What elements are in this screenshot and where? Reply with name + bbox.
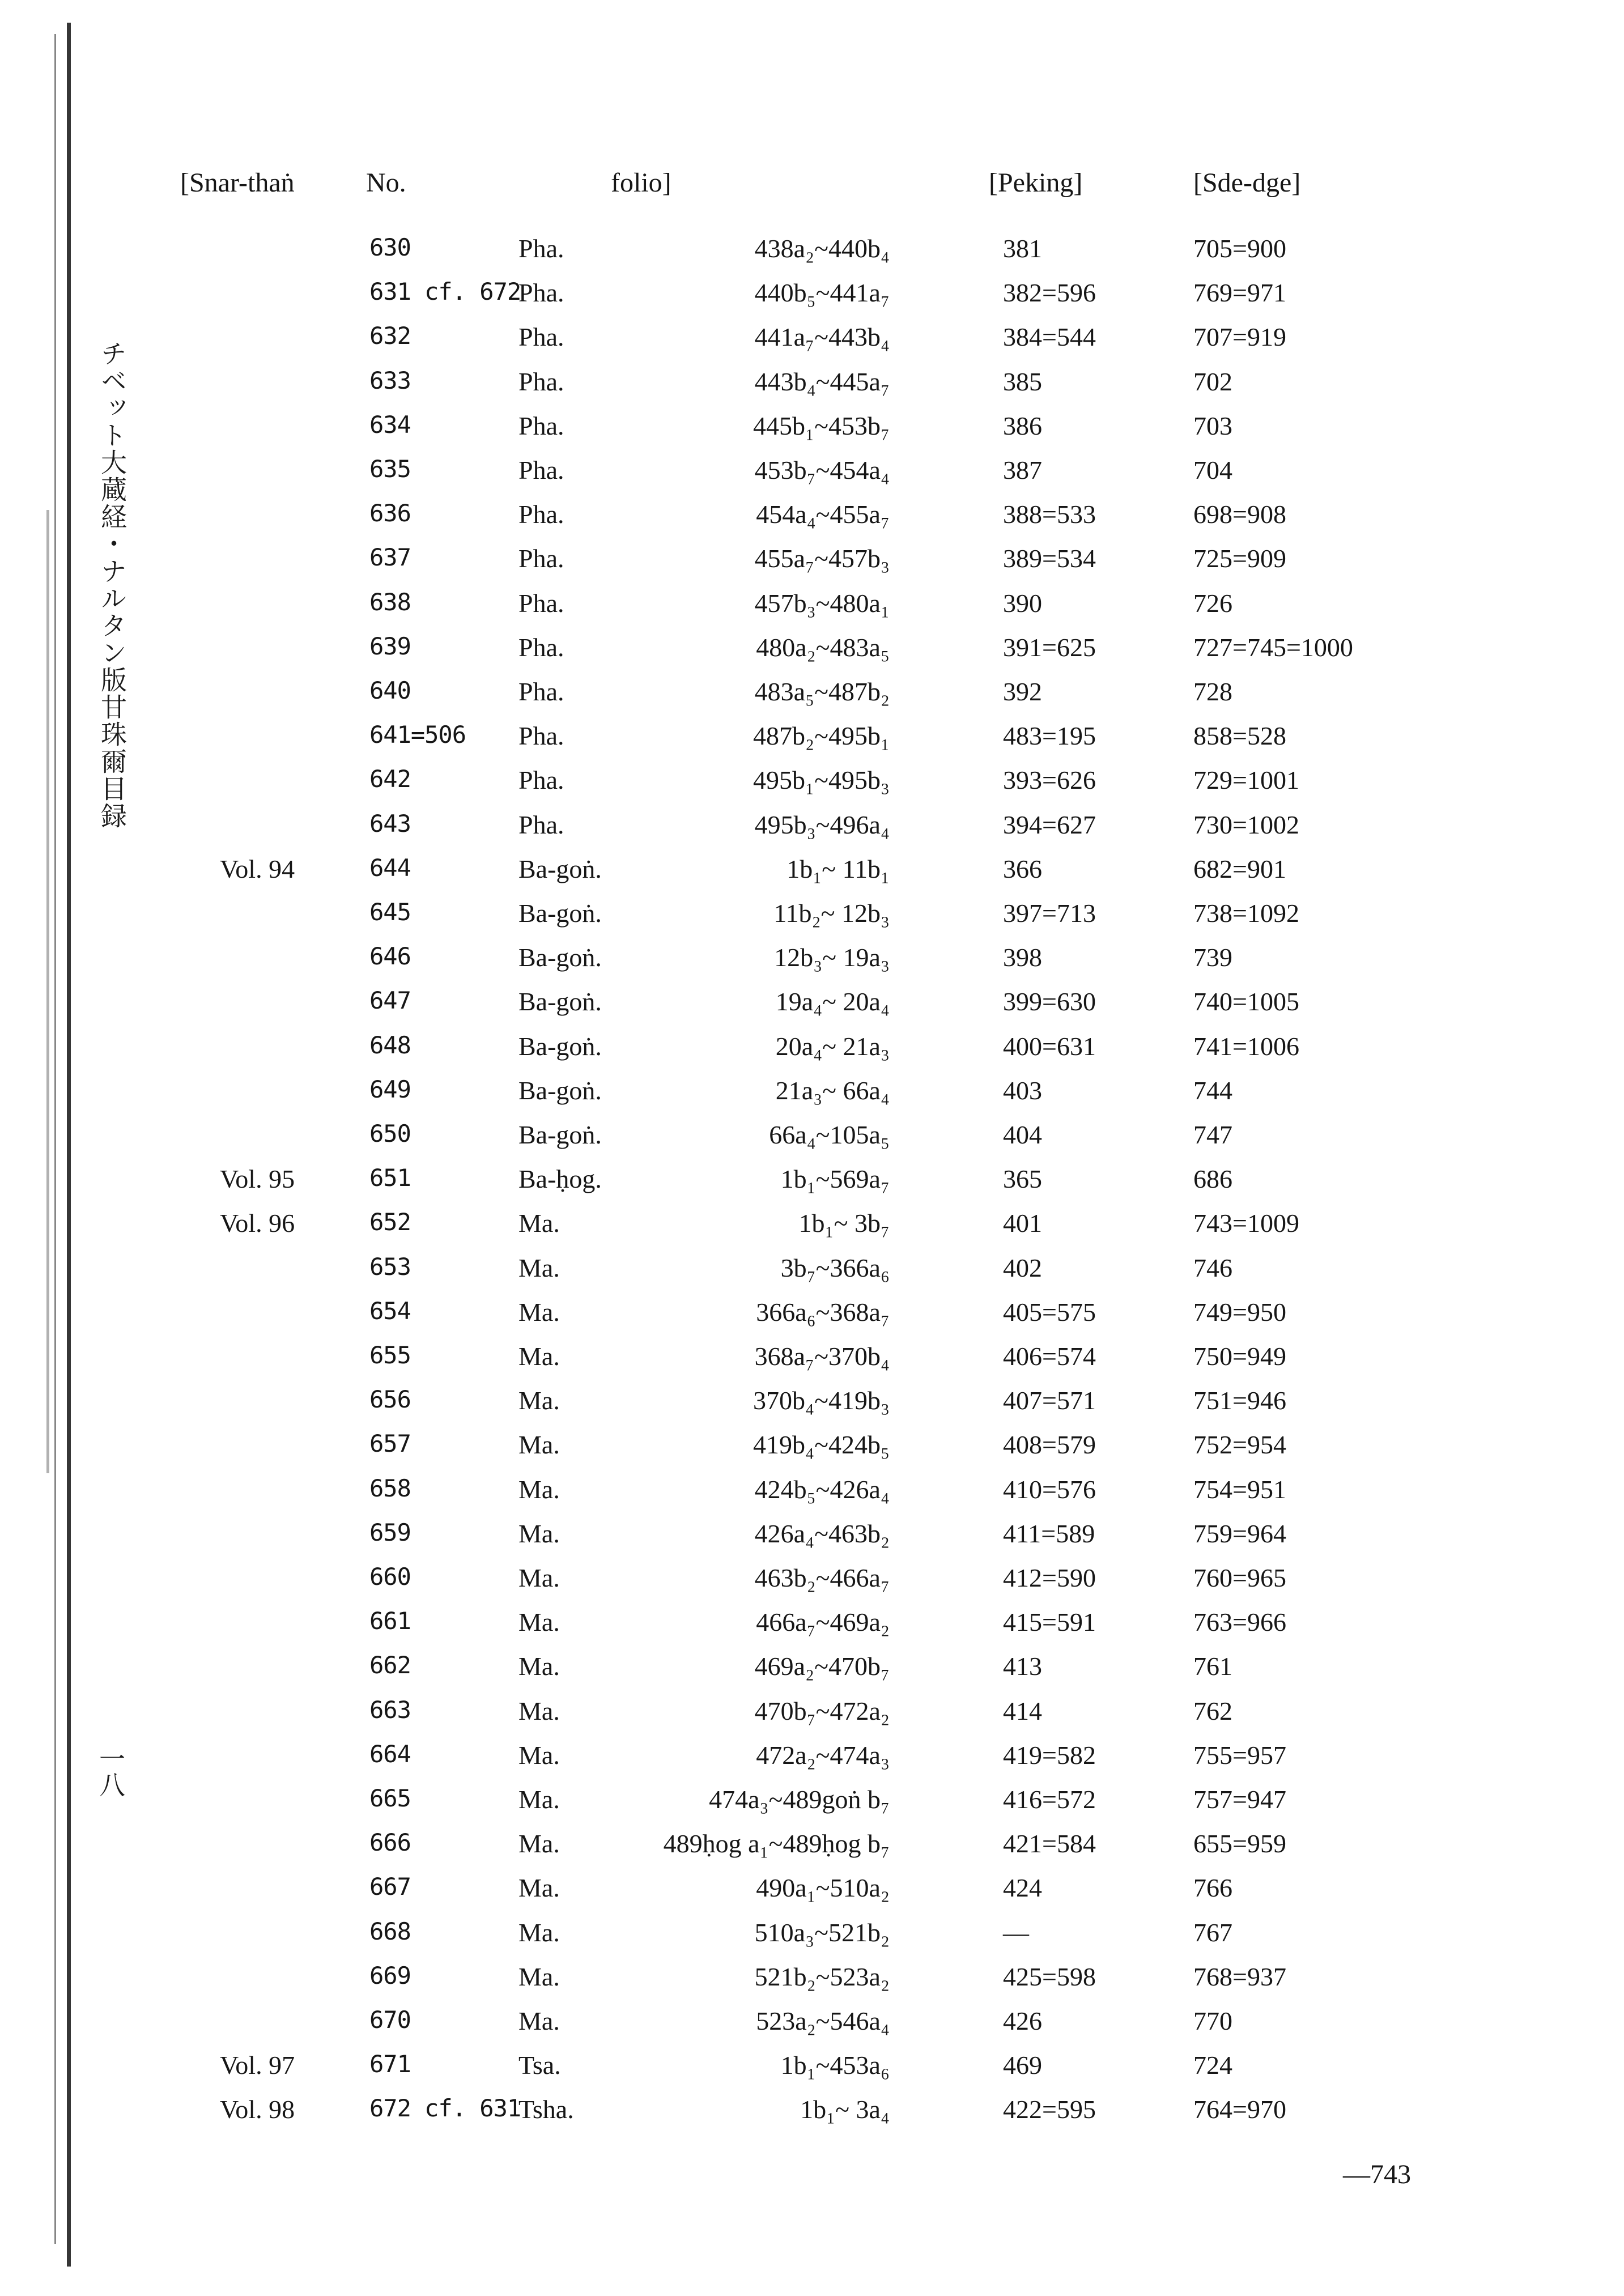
section-cell: Pha. — [518, 632, 564, 662]
table-row — [0, 1430, 1624, 1469]
section-cell: Pha. — [518, 456, 564, 484]
table-row — [0, 677, 1624, 716]
sde-dge-cell: 705=900 — [1193, 234, 1286, 263]
section-cell: Ma. — [518, 1740, 560, 1770]
number-cell: 657 — [369, 1430, 411, 1458]
peking-cell: 412=590 — [1003, 1563, 1096, 1592]
section-cell: Ba-goṅ. — [518, 854, 602, 883]
number-cell: 659 — [369, 1518, 411, 1546]
number-cell: 630 — [369, 233, 411, 261]
number-cell: 665 — [369, 1784, 411, 1812]
number-cell: 660 — [369, 1563, 411, 1591]
sde-dge-cell: 741=1006 — [1193, 1031, 1299, 1061]
number-cell: 631 cf. 672 — [369, 278, 521, 306]
section-cell: Pha. — [518, 367, 564, 396]
folio-cell: 480a₂~483a₅ — [756, 632, 890, 662]
table-row — [0, 765, 1624, 805]
folio-cell: 440b₅~441a₇ — [754, 278, 890, 308]
table-row — [0, 499, 1624, 539]
peking-cell: 406=574 — [1003, 1342, 1096, 1371]
peking-cell: 381 — [1003, 234, 1042, 263]
number-cell: 640 — [369, 677, 411, 704]
number-cell: 668 — [369, 1917, 411, 1945]
sde-dge-cell: 769=971 — [1193, 278, 1286, 308]
page-number: —743 — [1343, 2159, 1411, 2189]
peking-cell: 413 — [1003, 1652, 1042, 1681]
number-cell: 651 — [369, 1164, 411, 1192]
folio-cell: 490a₁~510a₂ — [756, 1873, 890, 1903]
peking-cell: 390 — [1003, 588, 1042, 618]
peking-cell: 426 — [1003, 2006, 1042, 2035]
table-row — [0, 1563, 1624, 1602]
folio-cell: 368a₇~370b₄ — [754, 1342, 890, 1371]
number-cell: 656 — [369, 1385, 411, 1414]
sde-dge-cell: 747 — [1193, 1120, 1232, 1149]
sde-dge-cell: 759=964 — [1193, 1519, 1286, 1548]
table-row — [0, 1297, 1624, 1337]
number-cell: 636 — [369, 499, 411, 528]
table-row — [0, 411, 1624, 450]
peking-cell: 388=533 — [1003, 500, 1096, 529]
section-cell: Ma. — [518, 2006, 560, 2035]
folio-cell: 453b₇~454a₄ — [754, 456, 890, 484]
sde-dge-cell: 746 — [1193, 1253, 1232, 1282]
number-cell: 661 — [369, 1607, 411, 1635]
section-cell: Ba-goṅ. — [518, 1120, 602, 1149]
section-cell: Ma. — [518, 1430, 560, 1460]
table-row — [0, 455, 1624, 495]
sde-dge-cell: 751=946 — [1193, 1386, 1286, 1415]
peking-cell: 389=534 — [1003, 544, 1096, 573]
number-cell: 642 — [369, 765, 411, 793]
table-row — [0, 1873, 1624, 1912]
table-row — [0, 898, 1624, 938]
peking-cell: 410=576 — [1003, 1474, 1096, 1504]
peking-cell: 399=630 — [1003, 987, 1096, 1017]
number-cell: 646 — [369, 942, 411, 971]
folio-cell: 19a₄~ 20a₄ — [775, 987, 890, 1017]
number-cell: 641=506 — [369, 721, 466, 749]
section-cell: Pha. — [518, 278, 564, 308]
number-cell: 666 — [369, 1829, 411, 1857]
peking-cell: 402 — [1003, 1253, 1042, 1282]
table-row — [0, 1651, 1624, 1691]
peking-cell: 393=626 — [1003, 766, 1096, 795]
vol-cell: Vol. 97 — [220, 2051, 295, 2080]
folio-cell: 489ḥog a₁~489ḥog b₇ — [663, 1829, 890, 1859]
number-cell: 671 — [369, 2050, 411, 2078]
section-cell: Ba-goṅ. — [518, 943, 602, 972]
sde-dge-cell: 750=949 — [1193, 1342, 1286, 1371]
peking-cell: 411=589 — [1003, 1519, 1095, 1548]
peking-cell: 385 — [1003, 367, 1042, 396]
peking-cell: 391=625 — [1003, 632, 1096, 662]
table-row — [0, 1474, 1624, 1514]
table-row — [0, 1829, 1624, 1868]
number-cell: 634 — [369, 410, 411, 439]
peking-cell: 483=195 — [1003, 721, 1096, 751]
sde-dge-cell: 760=965 — [1193, 1563, 1286, 1592]
number-cell: 662 — [369, 1651, 411, 1680]
sde-dge-cell: 752=954 — [1193, 1430, 1286, 1460]
sde-dge-cell: 702 — [1193, 367, 1232, 396]
folio-cell: 21a₃~ 66a₄ — [775, 1075, 890, 1105]
peking-cell: — — [1003, 1917, 1029, 1947]
section-cell: Pha. — [518, 500, 564, 529]
folio-cell: 523a₂~546a₄ — [756, 2006, 890, 2035]
section-cell: Ba-goṅ. — [518, 987, 602, 1017]
sde-dge-cell: 743=1009 — [1193, 1209, 1299, 1238]
peking-cell: 408=579 — [1003, 1430, 1096, 1460]
section-cell: Pha. — [518, 810, 564, 839]
folio-cell: 12b₃~ 19a₃ — [774, 943, 890, 972]
number-cell: 658 — [369, 1474, 411, 1502]
sde-dge-cell: 725=909 — [1193, 544, 1286, 573]
folio-cell: 441a₇~443b₄ — [754, 322, 890, 352]
section-cell: Ba-goṅ. — [518, 1075, 602, 1105]
section-cell: Ma. — [518, 1297, 560, 1326]
peking-cell: 414 — [1003, 1696, 1042, 1725]
section-cell: Pha. — [518, 411, 564, 440]
peking-cell: 415=591 — [1003, 1608, 1096, 1637]
table-row — [0, 233, 1624, 273]
folio-cell: 510a₃~521b₂ — [754, 1917, 890, 1947]
section-cell: Pha. — [518, 588, 564, 618]
sde-dge-cell: 767 — [1193, 1917, 1232, 1947]
table-row — [0, 632, 1624, 672]
folio-cell: 455a₇~457b₃ — [754, 544, 890, 573]
vol-cell: Vol. 95 — [220, 1164, 295, 1194]
sde-dge-cell: 761 — [1193, 1652, 1232, 1681]
section-cell: Ma. — [518, 1386, 560, 1415]
margin-title: チベット大蔵経・ナルタン版甘珠爾目録 — [97, 340, 127, 830]
peking-cell: 469 — [1003, 2051, 1042, 2080]
table-row — [0, 854, 1624, 894]
peking-cell: 400=631 — [1003, 1031, 1096, 1061]
number-cell: 650 — [369, 1120, 411, 1147]
folio-cell: 1b₁~ 11b₁ — [787, 854, 890, 883]
folio-cell: 463b₂~466a₇ — [754, 1563, 890, 1592]
section-cell: Pha. — [518, 234, 564, 263]
section-cell: Pha. — [518, 766, 564, 795]
folio-cell: 495b₃~496a₄ — [754, 810, 890, 839]
sde-dge-cell: 707=919 — [1193, 322, 1286, 352]
sde-dge-cell: 755=957 — [1193, 1740, 1286, 1770]
folio-cell: 20a₄~ 21a₃ — [775, 1031, 890, 1061]
table-row — [0, 1607, 1624, 1647]
section-cell: Ma. — [518, 1474, 560, 1504]
number-cell: 645 — [369, 898, 411, 926]
section-cell: Ba-ḥog. — [518, 1164, 602, 1194]
table-row — [0, 543, 1624, 583]
peking-cell: 419=582 — [1003, 1740, 1096, 1770]
section-cell: Ba-goṅ. — [518, 899, 602, 928]
peking-cell: 421=584 — [1003, 1829, 1096, 1859]
header-snar-than: [Snar-thaṅ — [180, 168, 295, 198]
sde-dge-cell: 724 — [1193, 2051, 1232, 2080]
sde-dge-cell: 703 — [1193, 411, 1232, 440]
folio-cell: 1b₁~569a₇ — [780, 1164, 890, 1194]
folio-cell: 370b₄~419b₃ — [753, 1386, 890, 1415]
header-sde-dge: [Sde-dge] — [1193, 168, 1301, 198]
sde-dge-cell: 744 — [1193, 1075, 1232, 1105]
peking-cell: 424 — [1003, 1873, 1042, 1903]
sde-dge-cell: 728 — [1193, 677, 1232, 706]
number-cell: 639 — [369, 632, 411, 660]
folio-cell: 424b₅~426a₄ — [754, 1474, 890, 1504]
number-cell: 649 — [369, 1075, 411, 1103]
table-row — [0, 2094, 1624, 2134]
peking-cell: 407=571 — [1003, 1386, 1096, 1415]
folio-cell: 445b₁~453b₇ — [753, 411, 890, 440]
table-row — [0, 987, 1624, 1026]
table-row — [0, 588, 1624, 628]
sde-dge-cell: 739 — [1193, 943, 1232, 972]
table-row — [0, 1075, 1624, 1115]
sde-dge-cell: 768=937 — [1193, 1962, 1286, 1991]
number-cell: 637 — [369, 543, 411, 572]
section-cell: Ma. — [518, 1563, 560, 1592]
folio-cell: 495b₁~495b₃ — [753, 766, 890, 795]
section-cell: Tsha. — [518, 2095, 574, 2124]
section-cell: Ma. — [518, 1209, 560, 1238]
sde-dge-cell: 764=970 — [1193, 2095, 1286, 2124]
folio-cell: 472a₂~474a₃ — [756, 1740, 890, 1770]
sde-dge-cell: 655=959 — [1193, 1829, 1286, 1859]
sde-dge-cell: 749=950 — [1193, 1297, 1286, 1326]
table-row — [0, 367, 1624, 406]
table-row — [0, 1385, 1624, 1425]
folio-cell: 521b₂~523a₂ — [754, 1962, 890, 1991]
folio-cell: 1b₁~ 3a₄ — [800, 2095, 890, 2124]
table-row — [0, 1962, 1624, 2001]
table-row — [0, 1120, 1624, 1159]
section-cell: Ba-goṅ. — [518, 1031, 602, 1061]
section-cell: Tsa. — [518, 2051, 561, 2080]
sde-dge-cell: 766 — [1193, 1873, 1232, 1903]
table-row — [0, 1341, 1624, 1381]
peking-cell: 416=572 — [1003, 1785, 1096, 1814]
peking-cell: 365 — [1003, 1164, 1042, 1194]
table-row — [0, 1519, 1624, 1558]
peking-cell: 422=595 — [1003, 2095, 1096, 2124]
sde-dge-cell: 698=908 — [1193, 500, 1286, 529]
folio-cell: 419b₄~424b₅ — [753, 1430, 890, 1460]
sde-dge-cell: 727=745=1000 — [1193, 632, 1353, 662]
folio-cell: 483a₅~487b₂ — [754, 677, 890, 706]
number-cell: 632 — [369, 322, 411, 350]
section-cell: Ma. — [518, 1696, 560, 1725]
table-row — [0, 1740, 1624, 1780]
number-cell: 635 — [369, 455, 411, 483]
folio-cell: 466a₇~469a₂ — [756, 1608, 890, 1637]
number-cell: 663 — [369, 1695, 411, 1724]
section-cell: Ma. — [518, 1873, 560, 1903]
section-cell: Pha. — [518, 322, 564, 352]
table-row — [0, 2006, 1624, 2046]
table-row — [0, 2050, 1624, 2090]
header-no: No. — [366, 168, 406, 198]
table-row — [0, 810, 1624, 849]
sde-dge-cell: 704 — [1193, 456, 1232, 484]
peking-cell: 386 — [1003, 411, 1042, 440]
section-cell: Ma. — [518, 1253, 560, 1282]
folio-cell: 366a₆~368a₇ — [756, 1297, 890, 1326]
sde-dge-cell: 738=1092 — [1193, 899, 1299, 928]
sde-dge-cell: 730=1002 — [1193, 810, 1299, 839]
sde-dge-cell: 757=947 — [1193, 1785, 1286, 1814]
header-folio: folio] — [611, 168, 671, 198]
sde-dge-cell: 726 — [1193, 588, 1232, 618]
peking-cell: 384=544 — [1003, 322, 1096, 352]
peking-cell: 398 — [1003, 943, 1042, 972]
table-row — [0, 721, 1624, 760]
section-cell: Pha. — [518, 721, 564, 751]
table-row — [0, 1917, 1624, 1957]
section-cell: Pha. — [518, 677, 564, 706]
sde-dge-cell: 682=901 — [1193, 854, 1286, 883]
sde-dge-cell: 729=1001 — [1193, 766, 1299, 795]
margin-folio-number: 一八 — [95, 1745, 126, 1797]
number-cell: 667 — [369, 1873, 411, 1901]
peking-cell: 425=598 — [1003, 1962, 1096, 1991]
table-row — [0, 1253, 1624, 1292]
table-row — [0, 1164, 1624, 1204]
number-cell: 647 — [369, 987, 411, 1015]
vol-cell: Vol. 96 — [220, 1209, 295, 1238]
folio-cell: 1b₁~453a₆ — [780, 2051, 890, 2080]
section-cell: Ma. — [518, 1829, 560, 1859]
folio-cell: 426a₄~463b₂ — [754, 1519, 890, 1548]
number-cell: 652 — [369, 1208, 411, 1236]
table-row — [0, 1208, 1624, 1248]
table-row — [0, 322, 1624, 362]
peking-cell: 404 — [1003, 1120, 1042, 1149]
folio-cell: 1b₁~ 3b₇ — [798, 1209, 890, 1238]
table-row — [0, 1784, 1624, 1824]
sde-dge-cell: 763=966 — [1193, 1608, 1286, 1637]
peking-cell: 387 — [1003, 456, 1042, 484]
table-row — [0, 942, 1624, 982]
peking-cell: 401 — [1003, 1209, 1042, 1238]
number-cell: 664 — [369, 1740, 411, 1768]
folio-cell: 469a₂~470b₇ — [754, 1652, 890, 1681]
folio-cell: 438a₂~440b₄ — [754, 234, 890, 263]
section-cell: Ma. — [518, 1519, 560, 1548]
peking-cell: 397=713 — [1003, 899, 1096, 928]
number-cell: 643 — [369, 809, 411, 837]
number-cell: 633 — [369, 366, 411, 394]
folio-cell: 443b₄~445a₇ — [754, 367, 890, 396]
section-cell: Ma. — [518, 1652, 560, 1681]
section-cell: Pha. — [518, 544, 564, 573]
folio-cell: 474a₃~489goṅ b₇ — [709, 1785, 890, 1814]
section-cell: Ma. — [518, 1608, 560, 1637]
peking-cell: 394=627 — [1003, 810, 1096, 839]
table-row — [0, 1031, 1624, 1071]
folio-cell: 454a₄~455a₇ — [756, 500, 890, 529]
folio-cell: 11b₂~ 12b₃ — [773, 899, 890, 928]
peking-cell: 382=596 — [1003, 278, 1096, 308]
vol-cell: Vol. 98 — [220, 2095, 295, 2124]
header-peking: [Peking] — [989, 168, 1083, 198]
number-cell: 670 — [369, 2006, 411, 2034]
section-cell: Ma. — [518, 1785, 560, 1814]
sde-dge-cell: 740=1005 — [1193, 987, 1299, 1017]
table-row — [0, 278, 1624, 317]
peking-cell: 405=575 — [1003, 1297, 1096, 1326]
number-cell: 672 cf. 631 — [369, 2094, 521, 2123]
number-cell: 654 — [369, 1296, 411, 1325]
folio-cell: 66a₄~105a₅ — [769, 1120, 890, 1149]
sde-dge-cell: 770 — [1193, 2006, 1232, 2035]
section-cell: Ma. — [518, 1342, 560, 1371]
folio-cell: 3b₇~366a₆ — [780, 1253, 890, 1282]
peking-cell: 392 — [1003, 677, 1042, 706]
number-cell: 669 — [369, 1961, 411, 1989]
folio-cell: 457b₃~480a₁ — [754, 588, 890, 618]
table-row — [0, 1696, 1624, 1736]
number-cell: 638 — [369, 588, 411, 616]
folio-cell: 487b₂~495b₁ — [753, 721, 890, 751]
sde-dge-cell: 686 — [1193, 1164, 1232, 1194]
vol-cell: Vol. 94 — [220, 854, 295, 883]
sde-dge-cell: 754=951 — [1193, 1474, 1286, 1504]
folio-cell: 470b₇~472a₂ — [754, 1696, 890, 1725]
sde-dge-cell: 762 — [1193, 1696, 1232, 1725]
sde-dge-cell: 858=528 — [1193, 721, 1286, 751]
number-cell: 644 — [369, 853, 411, 882]
number-cell: 655 — [369, 1341, 411, 1369]
number-cell: 653 — [369, 1252, 411, 1281]
peking-cell: 366 — [1003, 854, 1042, 883]
section-cell: Ma. — [518, 1962, 560, 1991]
peking-cell: 403 — [1003, 1075, 1042, 1105]
number-cell: 648 — [369, 1031, 411, 1059]
section-cell: Ma. — [518, 1917, 560, 1947]
